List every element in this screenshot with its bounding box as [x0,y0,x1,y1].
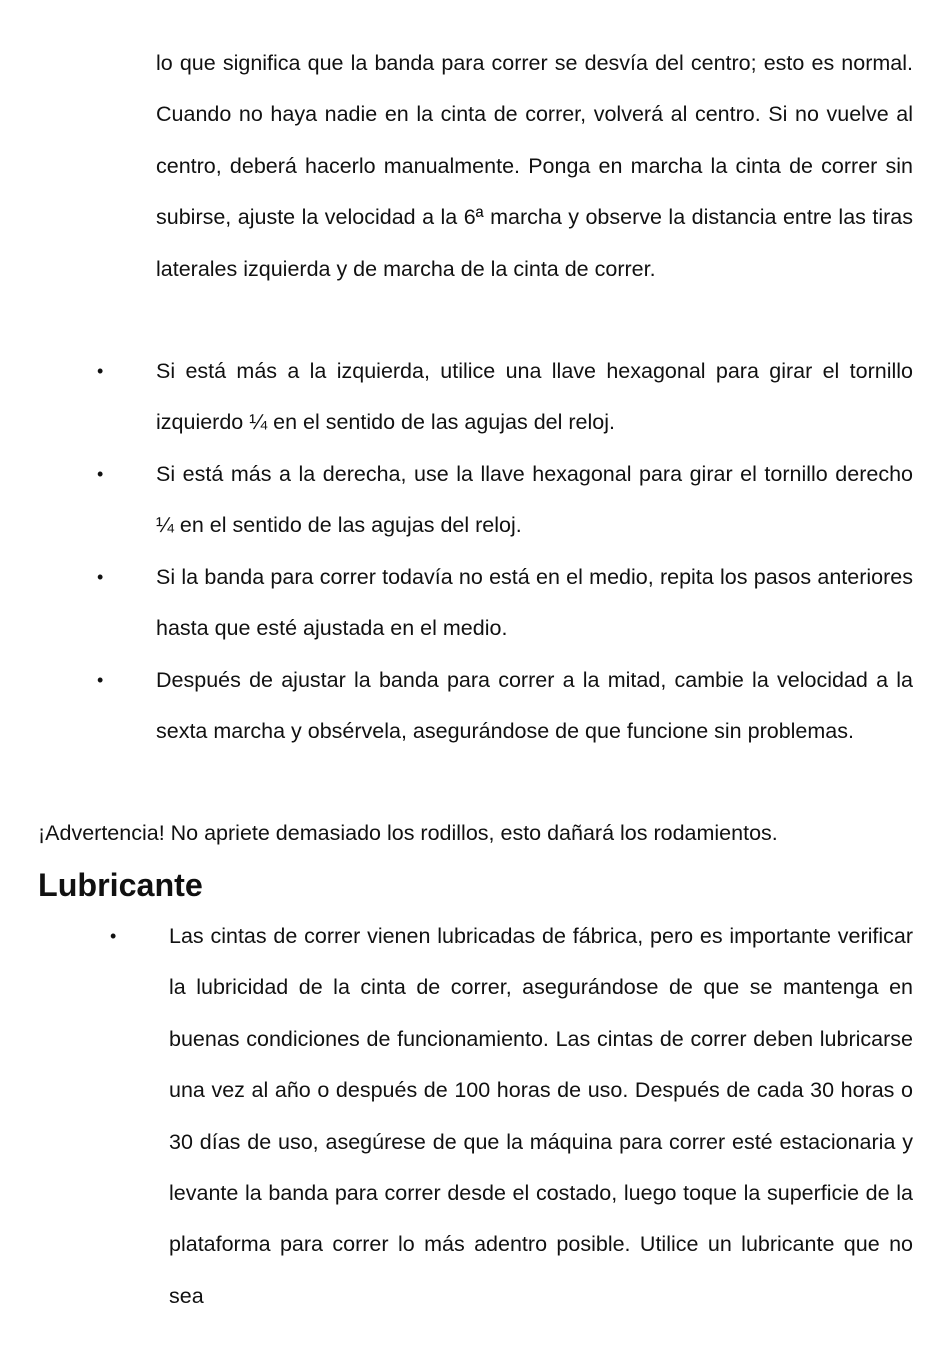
warning-text: ¡Advertencia! No apriete demasiado los rodillos, esto dañará los rodamientos. [38,821,778,845]
list-item-text: Si la banda para correr todavía no está en el medio, repita los pasos anteriores hasta que esté ajustada en el medio. [156,565,913,641]
bullet-icon: • [97,361,104,381]
bullet-icon: • [110,926,117,946]
bullet-icon: • [97,670,104,690]
list-item-text: Después de ajustar la banda para correr a la mitad, cambie la velocidad a la sexta marcha y obsérvela, asegurándose de que funcione sin problemas. [156,668,913,744]
section-heading-lubricant: Lubricante [38,867,203,903]
list-item-text: Las cintas de correr vienen lubricadas de fábrica, pero es importante verificar la lubricidad de la cinta de correr, asegurándose de que se mantenga en buenas condiciones de funcionamiento. Las cintas de correr deben lubricarse una vez al año o después de 100 horas de uso. Después de cada 30 horas o 30 días de uso, asegúrese de que la máquina para correr esté estacionaria y levante la banda para correr desde el costado, luego toque la superficie de la plataforma para correr lo más adentro posible. Utilice un lubricante que no sea [169,924,913,1308]
list-item-text: Si está más a la derecha, use la llave hexagonal para girar el tornillo derecho ¼ en el sentido de las agujas del reloj. [156,462,913,538]
bullet-icon: • [97,567,104,587]
continuation-paragraph: lo que significa que la banda para correr se desvía del centro; esto es normal. Cuando no haya nadie en la cinta de correr, volverá al centro. Si no vuelve al centro, deberá hacerlo manualmente. Ponga en marcha la cinta de correr sin subirse, ajuste la velocidad a la 6ª marcha y observe la distancia entre las tiras laterales izquierda y de marcha de la cinta de correr. [156,51,913,281]
bullet-icon: • [97,464,104,484]
list-item-text: Si está más a la izquierda, utilice una llave hexagonal para girar el tornillo izquierdo ¼ en el sentido de las agujas del reloj. [156,359,913,435]
